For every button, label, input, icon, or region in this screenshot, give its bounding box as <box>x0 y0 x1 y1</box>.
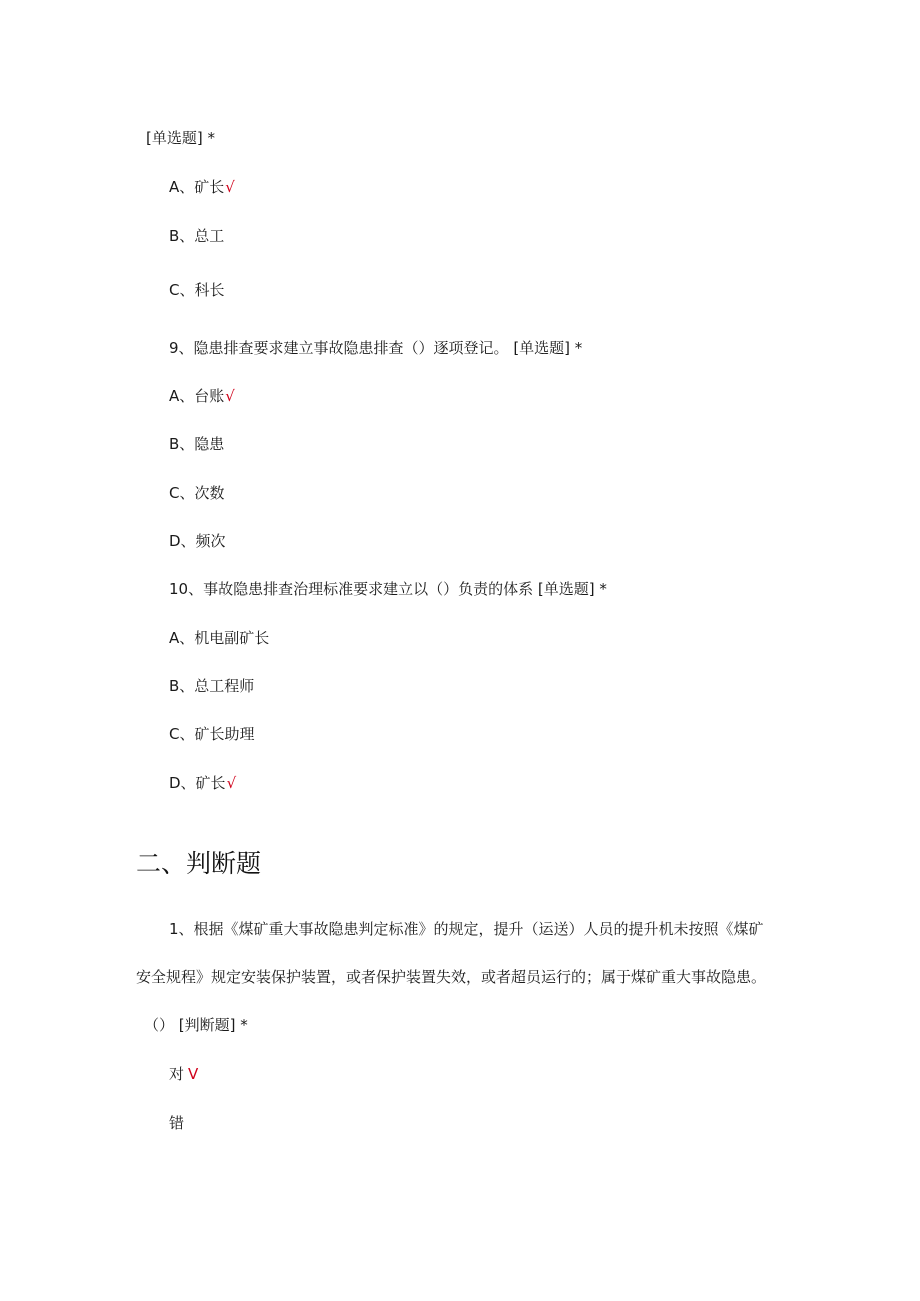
q8-type-tag: [单选题] * <box>146 129 215 147</box>
q10-option-b[interactable] <box>169 676 254 696</box>
option-label: A、矿长 <box>169 178 225 196</box>
q10-option-a[interactable] <box>169 628 269 648</box>
option-label: 对 <box>169 1065 185 1083</box>
q10-option-d[interactable] <box>169 773 236 793</box>
section-title: 二、判断题 <box>136 849 262 878</box>
correct-check-icon: √ <box>225 387 235 405</box>
q9-option-b[interactable] <box>169 434 224 454</box>
q10-option-c[interactable] <box>169 724 254 744</box>
option-label: A、台账 <box>169 387 225 405</box>
q9-option-d[interactable] <box>169 531 226 551</box>
q9-option-a[interactable] <box>169 386 235 406</box>
tf1-text-line1: 1、根据《煤矿重大事故隐患判定标准》的规定，提升（运送）人员的提升机未按照《煤矿 <box>169 920 764 938</box>
option-label: C、矿长助理 <box>169 725 255 743</box>
q8-option-c[interactable] <box>169 280 224 300</box>
option-label: D、频次 <box>169 532 226 550</box>
option-label: C、次数 <box>169 484 225 502</box>
option-label: A、机电副矿长 <box>169 629 270 647</box>
tf1-option-true[interactable] <box>169 1064 198 1084</box>
tf1-type-tag: （） [判断题] * <box>144 1016 248 1034</box>
option-label: C、科长 <box>169 281 225 299</box>
q9-option-c[interactable] <box>169 483 224 503</box>
q9-text: 9、隐患排查要求建立事故隐患排查（）逐项登记。 [单选题] * <box>169 339 583 357</box>
correct-check-icon: √ <box>225 178 235 196</box>
tf1-text-line2: 安全规程》规定安装保护装置，或者保护装置失效，或者超员运行的；属于煤矿重大事故隐患。 <box>136 968 767 986</box>
tf1-option-false[interactable] <box>169 1113 184 1133</box>
q10-text: 10、事故隐患排查治理标准要求建立以（）负责的体系 [单选题] * <box>169 580 607 598</box>
option-label: B、总工 <box>169 227 225 245</box>
q8-option-a[interactable] <box>169 177 235 197</box>
q8-option-b[interactable] <box>169 226 224 246</box>
option-label: B、隐患 <box>169 435 225 453</box>
option-label: 错 <box>169 1114 185 1132</box>
option-label: B、总工程师 <box>169 677 255 695</box>
correct-check-icon: V <box>188 1065 199 1083</box>
option-label: D、矿长 <box>169 774 226 792</box>
correct-check-icon: √ <box>226 774 237 792</box>
